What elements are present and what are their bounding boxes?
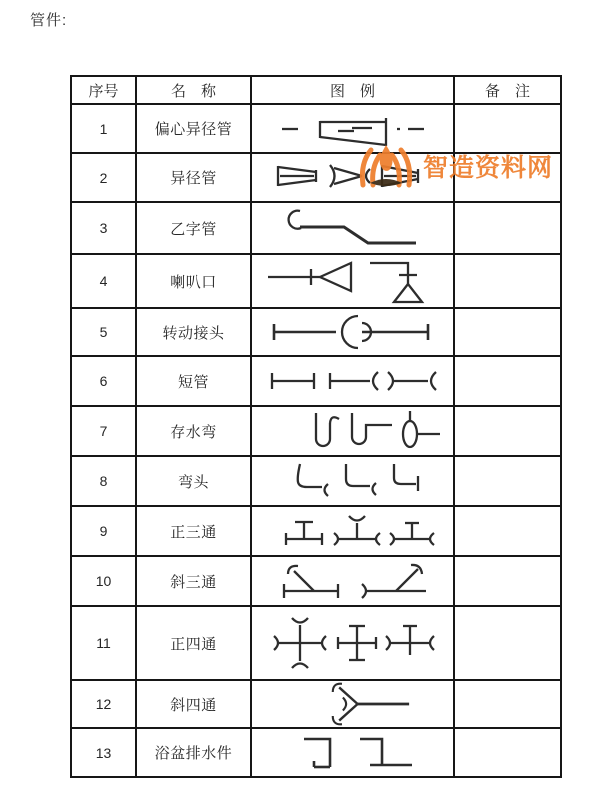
remark-cell <box>454 606 561 680</box>
name-cell: 短管 <box>136 356 251 406</box>
table-row <box>71 556 561 606</box>
table-row <box>71 456 561 506</box>
remark-cell <box>454 202 561 254</box>
name-cell: 斜四通 <box>136 680 251 728</box>
name-cell: 转动接头 <box>136 308 251 356</box>
row-number-cell: 10 <box>71 556 136 606</box>
table-row <box>71 153 561 202</box>
oblique-tee-symbol <box>258 559 448 603</box>
remark-cell <box>454 680 561 728</box>
name-cell: 喇叭口 <box>136 254 251 308</box>
straight-tee-symbol <box>258 509 448 553</box>
legend-cell <box>251 202 454 254</box>
straight-cross-symbol <box>258 611 448 675</box>
short-pipe-symbol <box>258 359 448 403</box>
name-cell: 浴盆排水件 <box>136 728 251 777</box>
table-row <box>71 606 561 680</box>
remark-cell <box>454 153 561 202</box>
legend-cell <box>251 506 454 556</box>
legend-cell <box>251 356 454 406</box>
legend-cell <box>251 606 454 680</box>
eccentric-reducer-symbol <box>258 107 448 151</box>
table-row <box>71 356 561 406</box>
pipe-fittings-table <box>70 75 562 778</box>
table-row <box>71 680 561 728</box>
remark-cell <box>454 556 561 606</box>
watermark-text: 智造资料网 <box>423 154 554 182</box>
table-row <box>71 728 561 777</box>
bathtub-drain-symbol <box>258 731 448 775</box>
oblique-cross-symbol <box>258 681 448 727</box>
legend-cell <box>251 728 454 777</box>
remark-cell <box>454 254 561 308</box>
row-number-cell: 9 <box>71 506 136 556</box>
row-number-cell: 4 <box>71 254 136 308</box>
name-cell: 乙字管 <box>136 202 251 254</box>
table-row <box>71 308 561 356</box>
name-cell: 弯头 <box>136 456 251 506</box>
water-trap-symbol <box>258 407 448 455</box>
header-cell-number: 序号 <box>71 76 136 104</box>
legend-cell <box>251 456 454 506</box>
table-row <box>71 202 561 254</box>
row-number-cell: 7 <box>71 406 136 456</box>
name-cell: 正三通 <box>136 506 251 556</box>
bell-mouth-symbol <box>258 255 448 307</box>
legend-cell <box>251 254 454 308</box>
legend-cell <box>251 680 454 728</box>
remark-cell <box>454 104 561 153</box>
row-number-cell: 13 <box>71 728 136 777</box>
name-cell: 斜三通 <box>136 556 251 606</box>
swivel-joint-symbol <box>258 310 448 354</box>
row-number-cell: 2 <box>71 153 136 202</box>
row-number-cell: 1 <box>71 104 136 153</box>
table-row <box>71 406 561 456</box>
legend-cell <box>251 308 454 356</box>
row-number-cell: 6 <box>71 356 136 406</box>
offset-pipe-symbol <box>258 203 448 253</box>
elbow-symbol <box>258 459 448 503</box>
reducer-symbol <box>258 156 448 200</box>
table-row <box>71 506 561 556</box>
name-cell: 偏心异径管 <box>136 104 251 153</box>
header-cell-name: 名 称 <box>136 76 251 104</box>
legend-cell <box>251 406 454 456</box>
table-header-row <box>71 76 561 104</box>
legend-cell <box>251 556 454 606</box>
name-cell: 正四通 <box>136 606 251 680</box>
name-cell: 异径管 <box>136 153 251 202</box>
remark-cell <box>454 456 561 506</box>
page-title: 管件: <box>30 12 68 29</box>
remark-cell <box>454 308 561 356</box>
row-number-cell: 11 <box>71 606 136 680</box>
row-number-cell: 3 <box>71 202 136 254</box>
name-cell: 存水弯 <box>136 406 251 456</box>
table-row <box>71 254 561 308</box>
remark-cell <box>454 356 561 406</box>
remark-cell <box>454 728 561 777</box>
legend-cell <box>251 104 454 153</box>
table-row <box>71 104 561 153</box>
header-cell-legend: 图 例 <box>251 76 454 104</box>
remark-cell <box>454 506 561 556</box>
row-number-cell: 12 <box>71 680 136 728</box>
header-cell-remark: 备 注 <box>454 76 561 104</box>
legend-cell <box>251 153 454 202</box>
row-number-cell: 5 <box>71 308 136 356</box>
remark-cell <box>454 406 561 456</box>
row-number-cell: 8 <box>71 456 136 506</box>
